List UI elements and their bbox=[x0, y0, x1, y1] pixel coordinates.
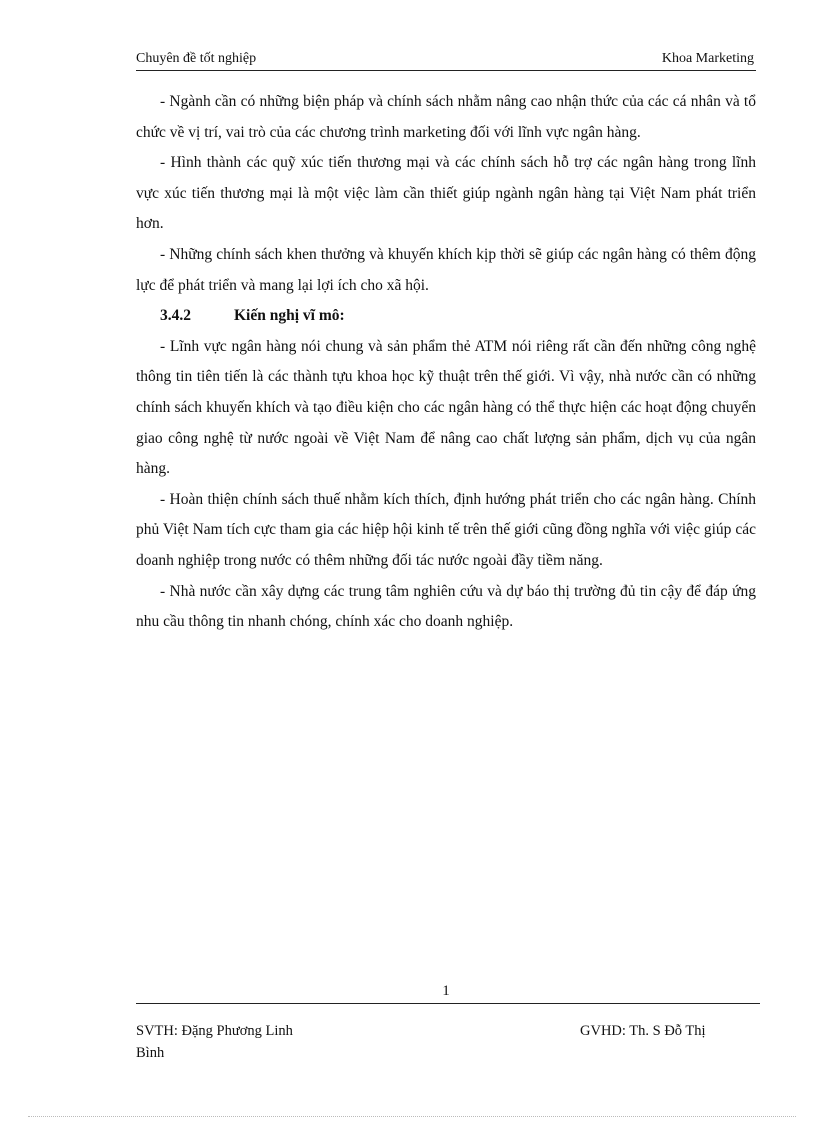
paragraph-5: - Hoàn thiện chính sách thuế nhằm kích thích, định hướng phát triển cho các ngân hàng. Chính phủ Việt Nam tích cực tham gia các hiệp hội kinh tế trên thế giới cũng đồng nghĩa với việc giúp các doanh nghiệp trong nước có thêm những đối tác nước ngoài đầy tiềm năng. bbox=[136, 490, 756, 569]
header-right-text: Khoa Marketing bbox=[661, 51, 754, 66]
footer-student: SVTH: Đặng Phương Linh bbox=[136, 1023, 293, 1039]
footer-advisor-continuation: Bình bbox=[136, 1045, 165, 1061]
footer-divider bbox=[136, 1003, 760, 1004]
page-bottom-border bbox=[28, 1116, 796, 1117]
header-left-text: Chuyên đề tốt nghiệp bbox=[136, 51, 257, 66]
section-heading bbox=[136, 301, 756, 332]
paragraph-1: - Ngành cần có những biện pháp và chính sách nhằm nâng cao nhận thức của các cá nhân và tổ chức về vị trí, vai trò của các chương trình marketing đối với lĩnh vực ngân hàng. bbox=[136, 93, 756, 141]
paragraph-6: - Nhà nước cần xây dựng các trung tâm nghiên cứu và dự báo thị trường đủ tin cậy để đáp ứng nhu cầu thông tin nhanh chóng, chính xác cho doanh nghiệp. bbox=[136, 582, 756, 631]
paragraph-2: - Hình thành các quỹ xúc tiến thương mại và các chính sách hỗ trợ các ngân hàng trong lĩnh vực xúc tiến thương mại là một việc làm cần thiết giúp ngành ngân hàng tại Việt Nam phát triển hơn. bbox=[136, 154, 756, 233]
page-number: 1 bbox=[442, 983, 450, 999]
page-header bbox=[136, 50, 756, 71]
section-title: Kiến nghị vĩ mô: bbox=[234, 307, 345, 325]
paragraph-3: - Những chính sách khen thưởng và khuyến khích kịp thời sẽ giúp các ngân hàng có thêm động lực để phát triển và mang lại lợi ích cho xã hội. bbox=[136, 245, 756, 294]
section-number: 3.4.2 bbox=[160, 307, 191, 325]
body-content bbox=[136, 87, 756, 638]
paragraph-4: - Lĩnh vực ngân hàng nói chung và sản phẩm thẻ ATM nói riêng rất cần đến những công nghệ thông tin tiên tiến là các thành tựu khoa học kỹ thuật trên thế giới. Vì vậy, nhà nước cần có những chính sách khuyến khích và tạo điều kiện cho các ngân hàng có thể thực hiện các hoạt động chuyển giao công nghệ từ nước ngoài về Việt Nam để nâng cao chất lượng sản phẩm, dịch vụ của ngân hàng. bbox=[136, 337, 756, 478]
footer-advisor: GVHD: Th. S Đỗ Thị bbox=[580, 1023, 706, 1039]
